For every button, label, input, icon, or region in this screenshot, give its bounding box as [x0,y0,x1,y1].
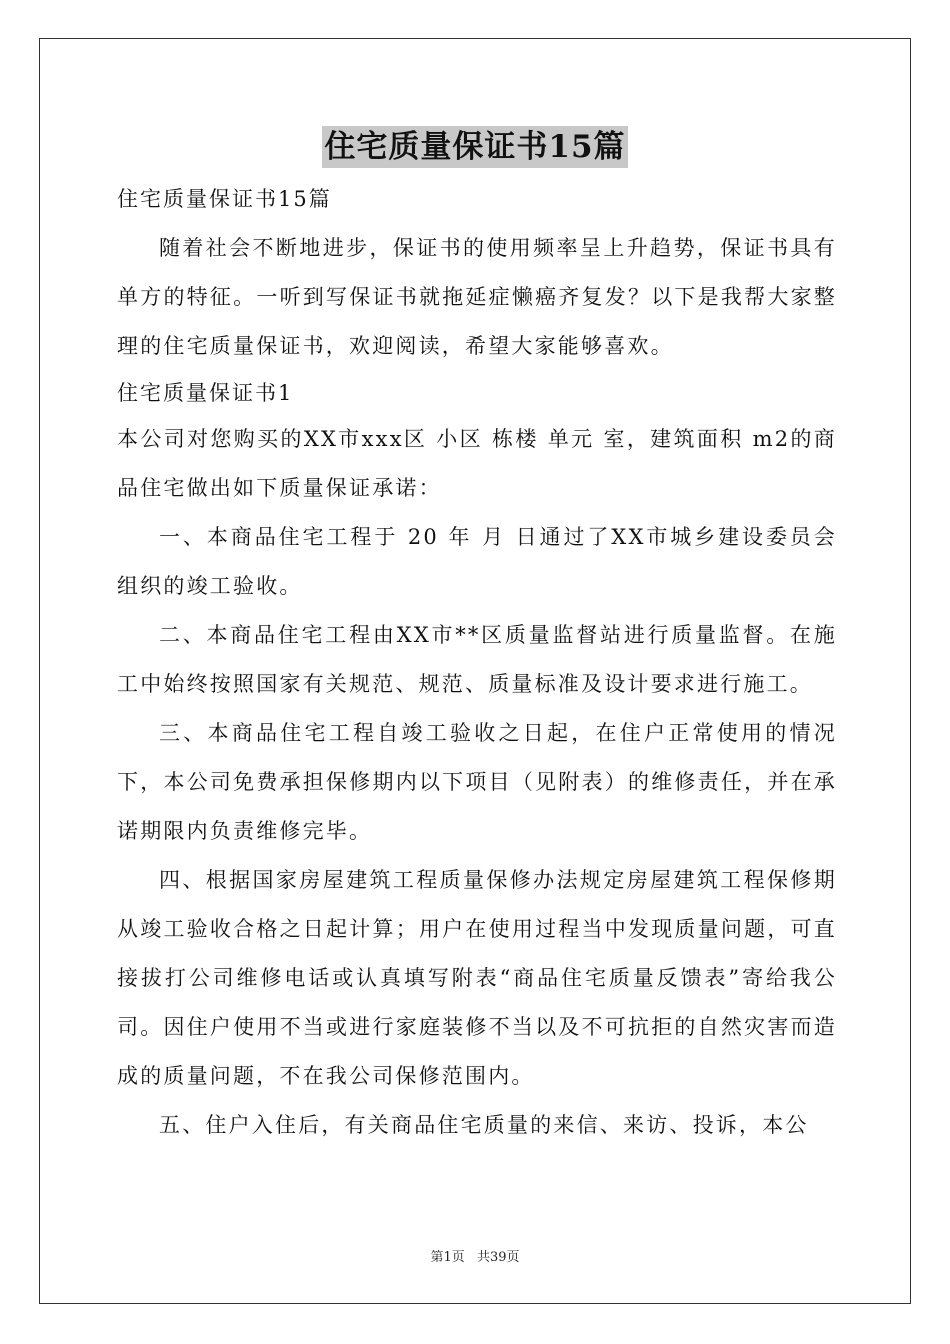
item-1-paragraph: 一、本商品住宅工程于 20 年 月 日通过了XX市城乡建设委员会组织的竣工验收。 [117,525,837,598]
item-3-paragraph: 三、本商品住宅工程自竣工验收之日起，在住户正常使用的情况下，本公司免费承担保修期内以下项目（见附表）的维修责任，并在承诺期限内负责维修完毕。 [117,721,837,843]
company-statement-paragraph: 本公司对您购买的XX市xxx区 小区 栋楼 单元 室，建筑面积 m2的商品住宅做出如下质量保证承诺： [117,427,837,500]
section-heading: 住宅质量保证书1 [117,381,294,405]
item-4-paragraph: 四、根据国家房屋建筑工程质量保修办法规定房屋建筑工程保修期从竣工验收合格之日起计算；用户在使用过程当中发现质量问题，可直接拔打公司维修电话或认真填写附表“商品住宅质量反馈表”寄给我公司。因住户使用不当或进行家庭装修不当以及不可抗拒的自然灾害而造成的质量问题，不在我公司保修范围内。 [117,868,837,1088]
item-2-paragraph: 二、本商品住宅工程由XX市**区质量监督站进行质量监督。在施工中始终按照国家有关规范、规范、质量标准及设计要求进行施工。 [117,623,837,696]
document-title: 住宅质量保证书15篇 [322,126,627,168]
page-number: 第1页 [430,1250,465,1265]
document-subtitle: 住宅质量保证书15篇 [117,187,332,211]
item-5-paragraph: 五、住户入住后，有关商品住宅质量的来信、来访、投诉，本公 [159,1113,809,1137]
page-total: 共39页 [476,1250,520,1265]
title-container [0,126,950,168]
intro-paragraph: 随着社会不断地进步，保证书的使用频率呈上升趋势，保证书具有单方的特征。一听到写保证书就拖延症懒癌齐复发？以下是我帮大家整理的住宅质量保证书，欢迎阅读，希望大家能够喜欢。 [117,236,837,358]
page-footer [0,1246,950,1265]
document-body [117,178,837,1150]
